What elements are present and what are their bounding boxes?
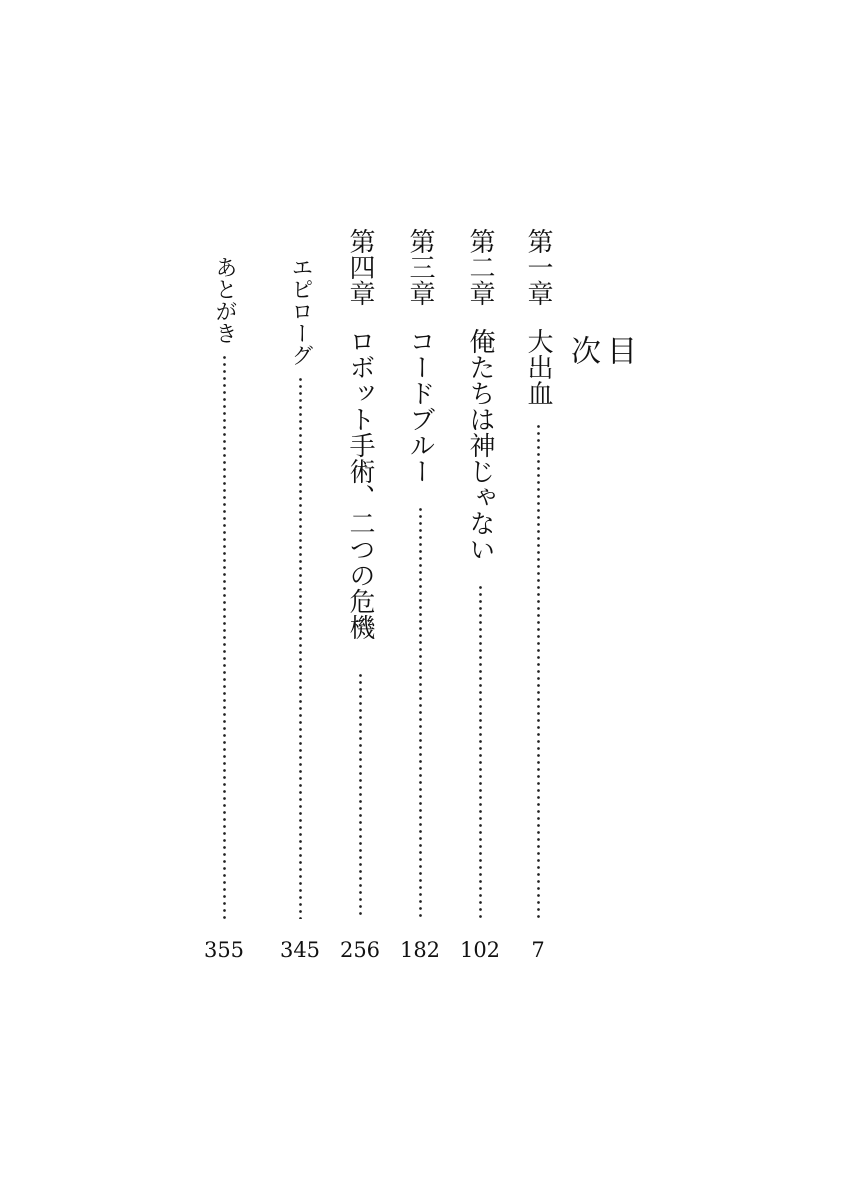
dot-leader	[419, 506, 422, 919]
chapter-number: 第三章	[405, 228, 435, 306]
chapter-title: あとがき	[212, 256, 237, 344]
toc-entry-label	[342, 228, 378, 640]
chapter-title: ロボット手術、二つの危機	[345, 328, 375, 640]
chapter-number: 第四章	[345, 228, 375, 306]
page-number: 7	[531, 938, 545, 962]
page-number: 345	[279, 938, 321, 962]
dot-leader	[479, 584, 482, 919]
dot-leader	[299, 376, 302, 919]
chapter-title: 大出血	[523, 328, 553, 406]
chapter-number: 第一章	[523, 228, 553, 306]
toc-entry[interactable]	[282, 256, 318, 1016]
dot-leader	[537, 423, 540, 919]
toc-entry[interactable]	[402, 228, 438, 988]
chapter-title: コードブルー	[405, 328, 435, 484]
toc-entry-label	[206, 256, 242, 344]
toc-entry[interactable]	[462, 228, 498, 988]
page-number: 355	[203, 938, 245, 962]
chapter-title: エピローグ	[288, 256, 313, 366]
toc-entry[interactable]	[206, 256, 242, 1016]
toc-entry-label	[520, 228, 556, 406]
dot-leader	[223, 354, 226, 919]
page-number: 102	[459, 938, 501, 962]
page-title: 目 次	[565, 335, 636, 515]
dot-leader	[359, 672, 362, 919]
chapter-number: 第二章	[465, 228, 495, 306]
page-number: 182	[399, 938, 441, 962]
toc-entry-label	[282, 256, 318, 366]
toc-entry[interactable]	[342, 228, 378, 988]
toc-entry-label	[402, 228, 438, 484]
toc-entry-label	[462, 228, 498, 562]
toc-entry[interactable]	[520, 228, 556, 988]
chapter-title: 俺たちは神じゃない	[465, 328, 495, 562]
page-number: 256	[339, 938, 381, 962]
